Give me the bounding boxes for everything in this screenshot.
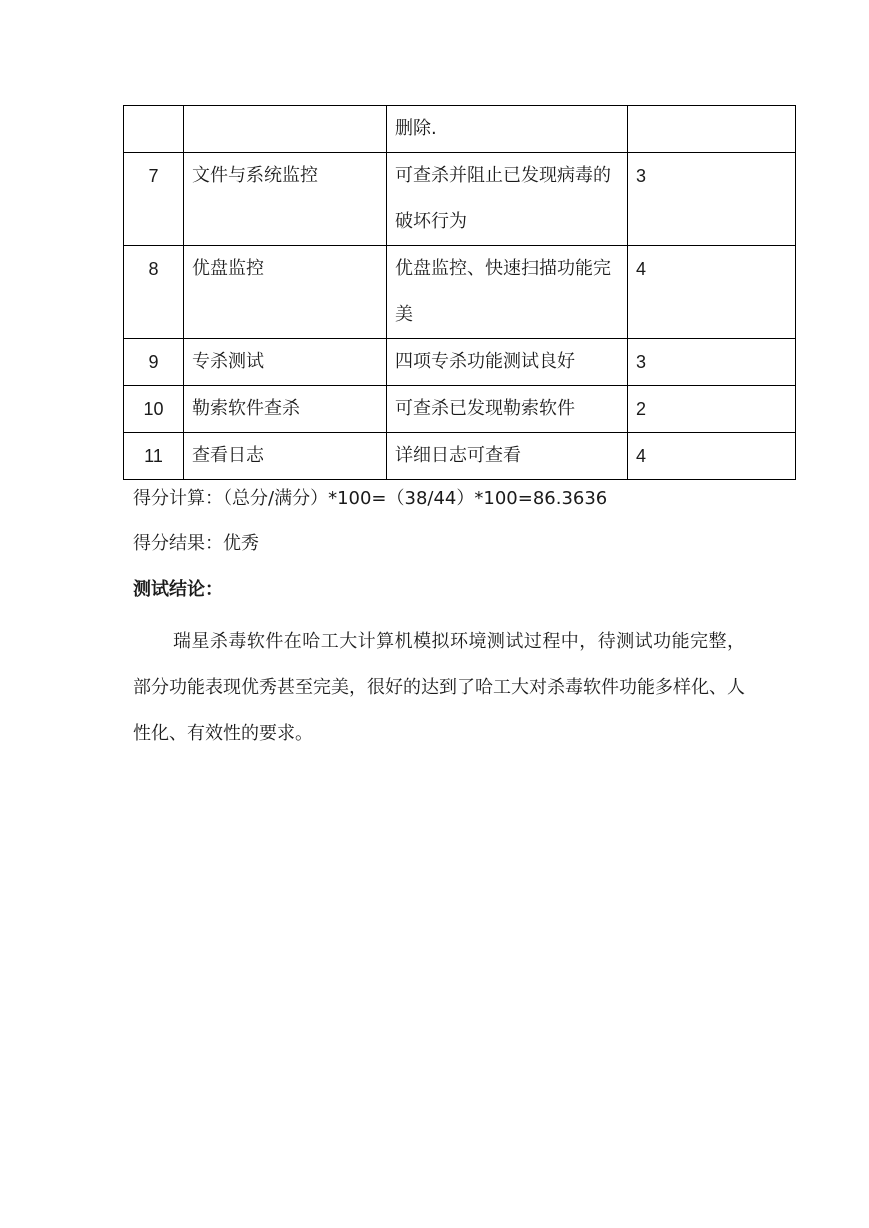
- test-item: 专杀测试: [184, 339, 387, 386]
- table-row: [124, 106, 796, 153]
- score-table: [123, 105, 796, 480]
- test-score: 3: [628, 153, 796, 246]
- test-item: 优盘监控: [184, 246, 387, 339]
- test-score: 4: [628, 246, 796, 339]
- test-description: 详细日志可查看: [387, 433, 628, 480]
- test-item: [184, 106, 387, 153]
- test-item: 查看日志: [184, 433, 387, 480]
- test-score: 4: [628, 433, 796, 480]
- table-row: [124, 339, 796, 386]
- row-number: 11: [124, 433, 184, 480]
- conclusion-heading: 测试结论：: [133, 579, 223, 600]
- test-score: 2: [628, 386, 796, 433]
- test-item: 文件与系统监控: [184, 153, 387, 246]
- table-row: [124, 153, 796, 246]
- test-score: [628, 106, 796, 153]
- test-description: 可查杀并阻止已发现病毒的破坏行为: [387, 153, 628, 246]
- table-row: [124, 386, 796, 433]
- test-item: 勒索软件查杀: [184, 386, 387, 433]
- test-description: 优盘监控、快速扫描功能完美: [387, 246, 628, 339]
- test-description: 删除.: [387, 106, 628, 153]
- row-number: 9: [124, 339, 184, 386]
- test-description: 四项专杀功能测试良好: [387, 339, 628, 386]
- row-number: [124, 106, 184, 153]
- row-number: 8: [124, 246, 184, 339]
- conclusion-paragraph: 瑞星杀毒软件在哈工大计算机模拟环境测试过程中，待测试功能完整，部分功能表现优秀甚至完美，很好的达到了哈工大对杀毒软件功能多样化、人性化、有效性的要求。: [133, 631, 745, 744]
- table-row: [124, 246, 796, 339]
- score-calculation: 得分计算：（总分/满分）*100=（38/44）*100=86.3636: [133, 488, 608, 509]
- test-description: 可查杀已发现勒索软件: [387, 386, 628, 433]
- row-number: 10: [124, 386, 184, 433]
- score-result: 得分结果：优秀: [133, 533, 259, 554]
- test-score: 3: [628, 339, 796, 386]
- row-number: 7: [124, 153, 184, 246]
- table-row: [124, 433, 796, 480]
